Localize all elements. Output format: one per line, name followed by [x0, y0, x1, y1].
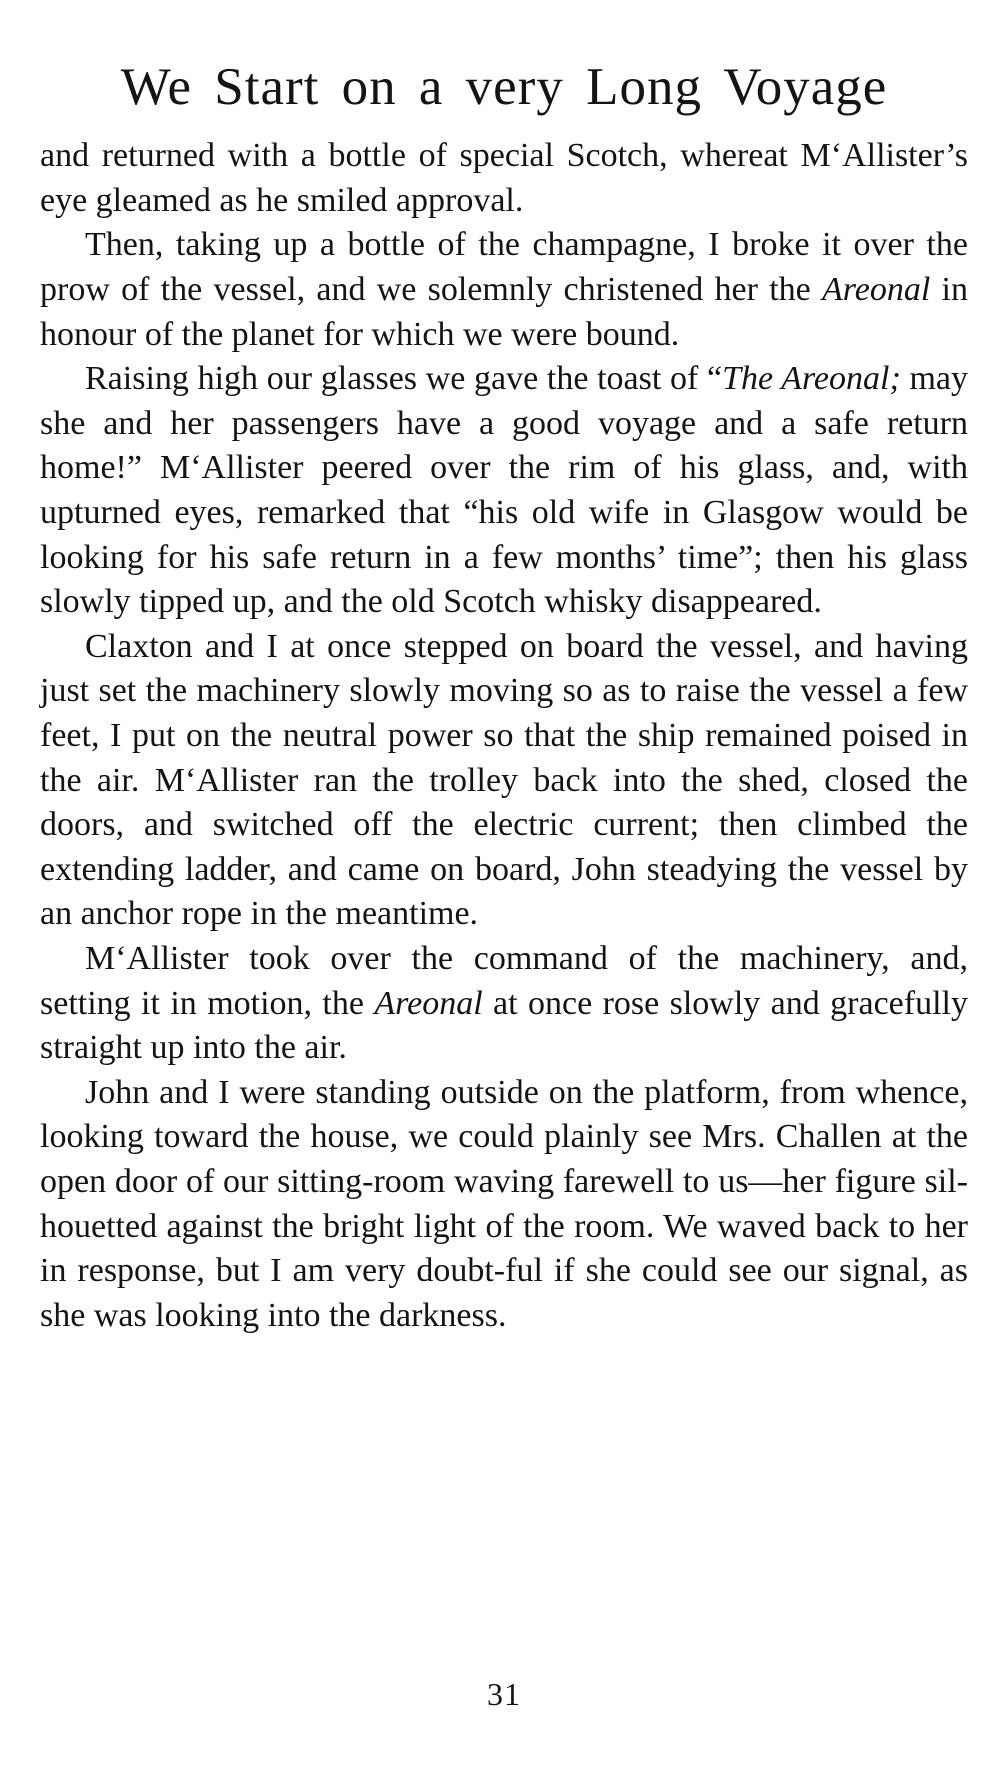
paragraph — [40, 223, 968, 357]
body-text — [40, 134, 968, 1338]
paragraph-text: M‘Allister took over the command of the machinery, and, setting it in motion, the — [40, 939, 968, 1022]
paragraph-text: Then, taking up a bottle of the champagne, I broke it over the prow of the vessel, and we solemnly christened her the — [40, 226, 968, 309]
running-title: We Start on a very Long Voyage — [120, 58, 888, 116]
page-number: 31 — [487, 1676, 521, 1712]
paragraph — [40, 1071, 968, 1339]
paragraph-text: Raising high our glasses we gave the toast of “ — [85, 360, 723, 398]
paragraph-text: Claxton and I at once stepped on board the vessel, and having just set the machinery slowly moving so as to raise the vessel a few feet, I put on the neutral power so that the ship remained poised in the air. M‘Allister ran the trolley back into the shed, closed the doors, and switched off the electric current; then climbed the extending ladder, and came on board, John steadying the vessel by an anchor rope in the meantime. — [40, 627, 968, 933]
italic-text: Areonal — [822, 271, 931, 309]
italic-text: The Areonal; — [722, 360, 901, 398]
paragraph — [40, 625, 968, 937]
paragraph-text: John and I were standing outside on the platform, from whence, looking toward the house, we could plainly see Mrs. Challen at the open door of our sitting-room waving farewell to us—her figure sil-houetted against the bright light of the room. We waved back to her in response, but I am very doubt-ful if she could see our signal, as she was looking into the darkness. — [40, 1073, 968, 1334]
paragraph-text: may she and her passengers have a good voyage and a safe return home!” M‘Allister peered over the rim of his glass, and, with upturned eyes, remarked that “his old wife in Glasgow would be looking for his safe return in a few months’ time”; then his glass slowly tipped up, and the old Scotch whisky disappeared. — [40, 360, 968, 621]
paragraph-text: in honour of the planet for which we were bound. — [40, 271, 968, 353]
paragraph — [40, 357, 968, 625]
paragraph-text: and returned with a bottle of special Scotch, whereat M‘Allister’s eye gleamed as he smiled approval. — [40, 137, 968, 219]
paragraph-text: at once rose slowly and gracefully straight up into the air. — [40, 984, 968, 1067]
paragraph — [40, 134, 968, 223]
paragraph — [40, 937, 968, 1071]
italic-text: Areonal — [374, 984, 483, 1022]
book-page — [40, 0, 968, 1776]
